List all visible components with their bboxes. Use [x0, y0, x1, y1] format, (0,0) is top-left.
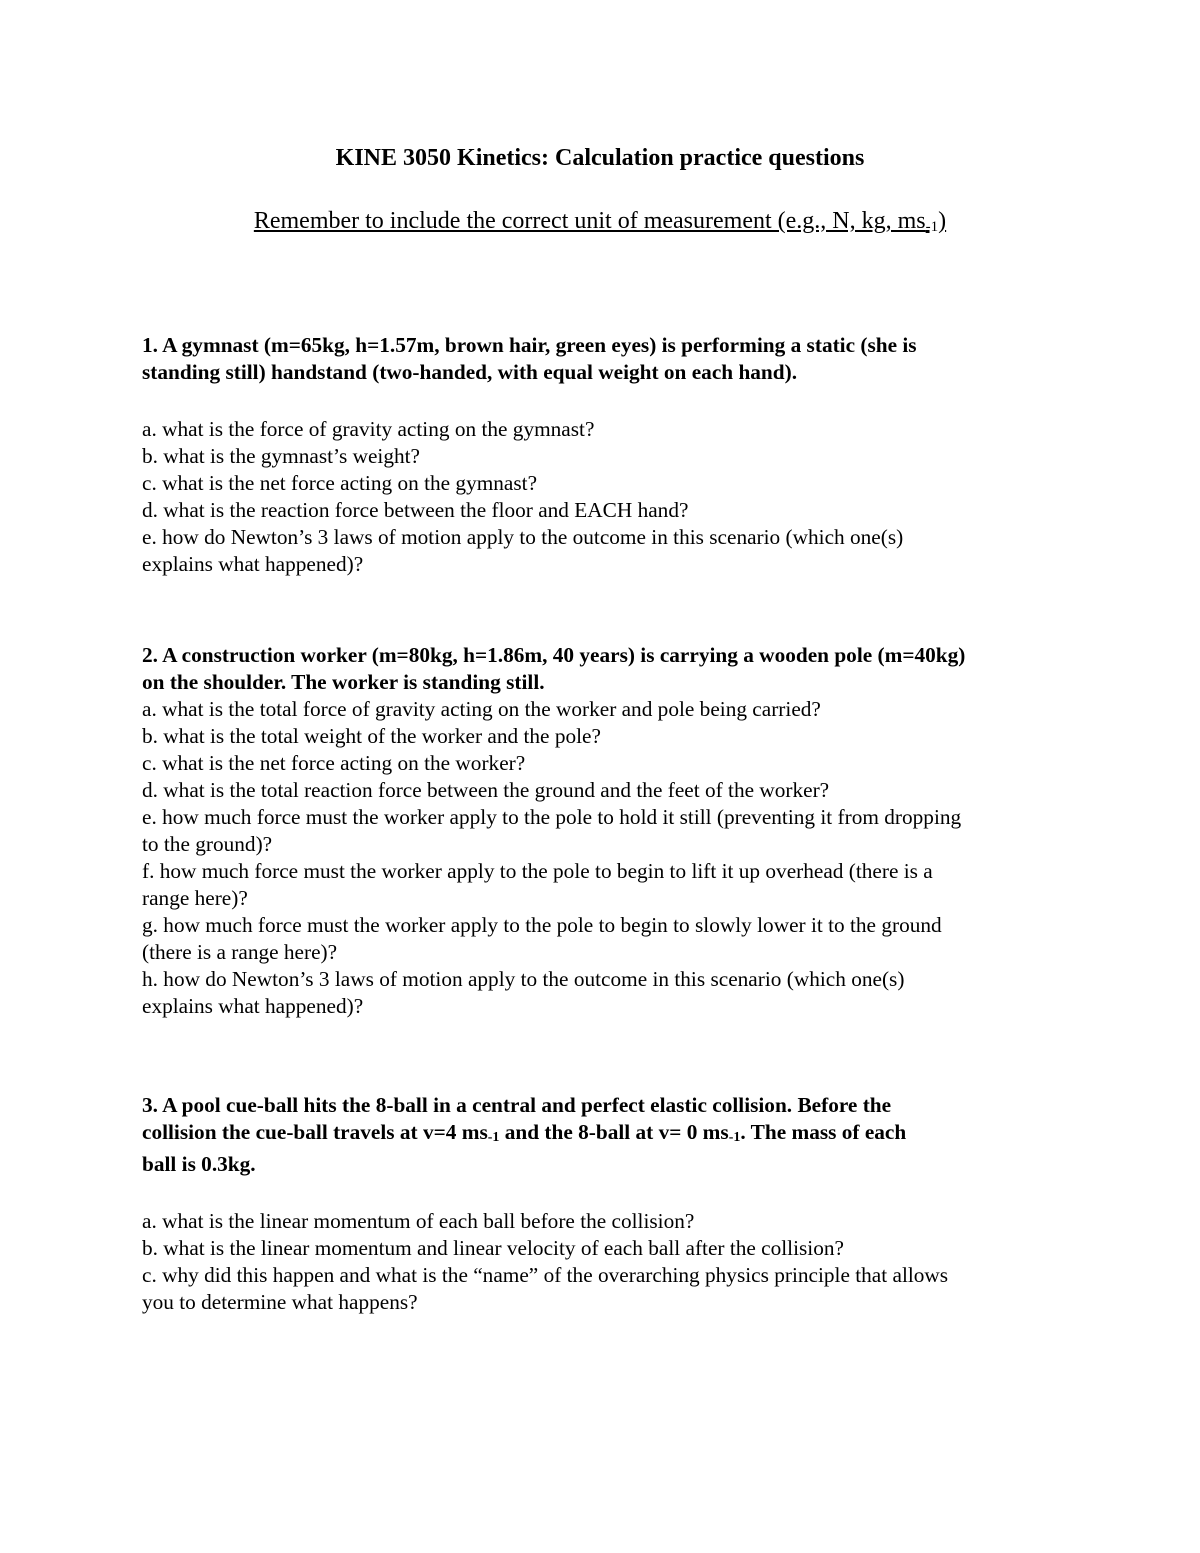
question-2-heading-line2: on the shoulder. The worker is standing still.: [142, 670, 545, 694]
list-item: e. how do Newton’s 3 laws of motion apply to the outcome in this scenario (which one(s): [142, 525, 904, 549]
question-1-heading-line2: standing still) handstand (two-handed, with equal weight on each hand).: [142, 360, 798, 384]
list-item: a. what is the linear momentum of each ball before the collision?: [142, 1209, 695, 1233]
question-3-unit-superscript-2: -1: [728, 1130, 741, 1145]
question-1-items: [142, 416, 1062, 578]
question-3-heading: [142, 1092, 1062, 1178]
question-1-heading-line1: 1. A gymnast (m=65kg, h=1.57m, brown hair, green eyes) is performing a static (she is: [142, 333, 917, 357]
question-3-heading-line2c: . The mass of each: [740, 1120, 907, 1144]
question-2-heading-line1: 2. A construction worker (m=80kg, h=1.86m, 40 years) is carrying a wooden pole (m=40kg): [142, 643, 966, 667]
list-item: (there is a range here)?: [142, 940, 338, 964]
question-2: [142, 642, 1062, 1020]
question-2-items: [142, 696, 1062, 1020]
list-item: e. how much force must the worker apply to the pole to hold it still (preventing it from dropping: [142, 805, 962, 829]
list-item: range here)?: [142, 886, 248, 910]
list-item: c. what is the net force acting on the gymnast?: [142, 471, 538, 495]
question-3-heading-line1: 3. A pool cue-ball hits the 8-ball in a central and perfect elastic collision. Before the: [142, 1093, 892, 1117]
units-reminder: [0, 206, 1200, 242]
list-item: b. what is the linear momentum and linear velocity of each ball after the collision?: [142, 1236, 844, 1260]
reminder-close: ): [938, 208, 947, 234]
list-item: c. why did this happen and what is the “name” of the overarching physics principle that allows: [142, 1263, 949, 1287]
list-item: explains what happened)?: [142, 552, 364, 576]
list-item: d. what is the reaction force between the floor and EACH hand?: [142, 498, 689, 522]
question-1: [142, 332, 1062, 578]
list-item: explains what happened)?: [142, 994, 364, 1018]
list-item: b. what is the total weight of the worker and the pole?: [142, 724, 601, 748]
question-3: [142, 1092, 1062, 1316]
list-item: d. what is the total reaction force between the ground and the feet of the worker?: [142, 778, 830, 802]
reminder-text: Remember to include the correct unit of measurement (e.g., N, kg, ms: [253, 208, 926, 234]
list-item: b. what is the gymnast’s weight?: [142, 444, 421, 468]
list-item: g. how much force must the worker apply to the pole to begin to slowly lower it to the ground: [142, 913, 942, 937]
reminder-superscript: -1: [925, 219, 939, 235]
list-item: h. how do Newton’s 3 laws of motion apply to the outcome in this scenario (which one(s): [142, 967, 905, 991]
list-item: you to determine what happens?: [142, 1290, 418, 1314]
list-item: to the ground)?: [142, 832, 273, 856]
question-3-unit-superscript-1: -1: [487, 1130, 500, 1145]
page-title: KINE 3050 Kinetics: Calculation practice questions: [335, 145, 865, 171]
question-3-items: [142, 1208, 1062, 1316]
list-item: c. what is the net force acting on the worker?: [142, 751, 526, 775]
list-item: a. what is the total force of gravity acting on the worker and pole being carried?: [142, 697, 821, 721]
list-item: a. what is the force of gravity acting on the gymnast?: [142, 417, 595, 441]
list-item: f. how much force must the worker apply to the pole to begin to lift it up overhead (there is a: [142, 859, 933, 883]
question-3-heading-line2a: collision the cue-ball travels at v=4 ms: [142, 1120, 488, 1144]
question-1-heading: [142, 332, 1062, 386]
question-3-heading-line3: ball is 0.3kg.: [142, 1152, 256, 1176]
question-2-heading: [142, 642, 1062, 696]
question-3-heading-line2b: and the 8-ball at v= 0 ms: [499, 1120, 729, 1144]
